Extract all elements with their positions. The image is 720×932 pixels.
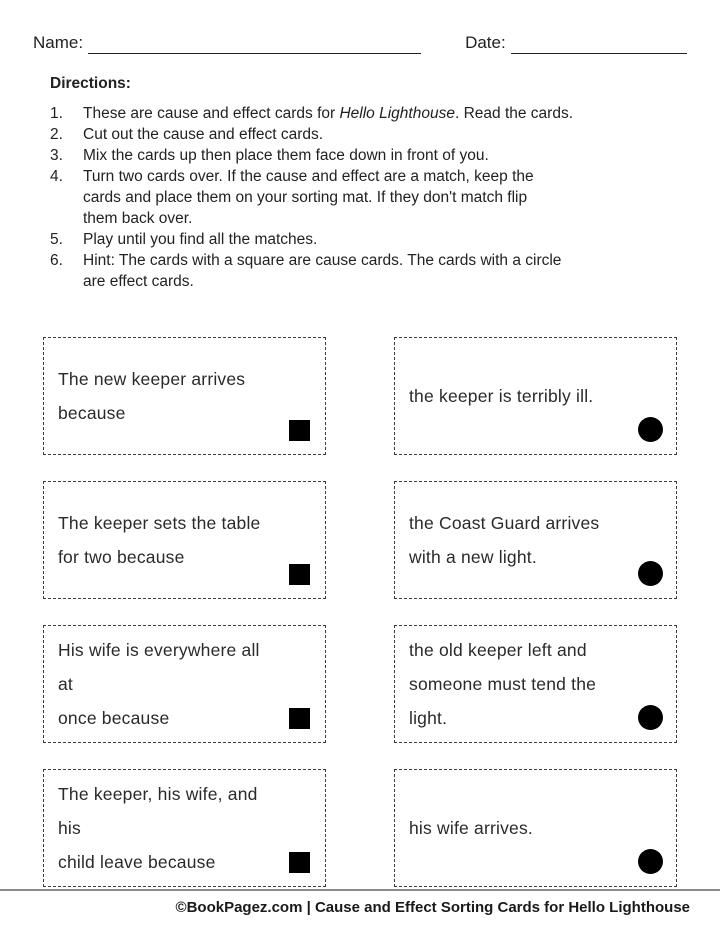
cause-square-icon — [289, 564, 310, 585]
cause-card-4 — [43, 769, 326, 887]
cause-square-icon — [289, 708, 310, 729]
book-title: Hello Lighthouse — [339, 105, 455, 122]
footer-credit-text: ©BookPagez.com | Cause and Effect Sorting Cards for Hello Lighthouse — [175, 899, 690, 916]
direction-number: 2. — [50, 126, 63, 143]
direction-number: 4. — [50, 168, 63, 185]
cards-grid — [43, 337, 677, 887]
direction-number: 3. — [50, 147, 63, 164]
card-text: his wife arrives. — [409, 818, 533, 838]
direction-text-pre: These are cause and effect cards for — [83, 105, 340, 122]
effect-circle-icon — [638, 849, 663, 874]
direction-text: Cut out the cause and effect cards. — [83, 126, 324, 143]
cause-square-icon — [289, 420, 310, 441]
card-text: the old keeper left and someone must tend the light. — [409, 640, 597, 728]
card-text: the keeper is terribly ill. — [409, 386, 594, 406]
date-blank-line — [511, 34, 687, 54]
direction-item-4 — [50, 166, 687, 229]
effect-card-2 — [394, 481, 677, 599]
name-blank-line — [88, 34, 421, 54]
cause-card-3 — [43, 625, 326, 743]
card-text: The keeper, his wife, and his child leave because — [58, 784, 258, 872]
date-label: Date: — [465, 33, 506, 52]
cause-square-icon — [289, 852, 310, 873]
direction-item-2 — [50, 124, 687, 145]
direction-text: Mix the cards up then place them face down in front of you. — [83, 147, 489, 164]
directions-section — [50, 73, 687, 292]
card-text: The new keeper arrives because — [58, 369, 246, 423]
card-text: His wife is everywhere all at once because — [58, 640, 260, 728]
card-text: The keeper sets the table for two because — [58, 513, 261, 567]
direction-item-5 — [50, 229, 687, 250]
direction-item-3 — [50, 145, 687, 166]
name-label: Name: — [33, 33, 84, 52]
direction-text: Hint: The cards with a square are cause cards. The cards with a circle are effect cards. — [83, 252, 562, 290]
effect-card-4 — [394, 769, 677, 887]
direction-item-6 — [50, 250, 687, 292]
direction-number: 1. — [50, 105, 63, 122]
direction-text-post: . Read the cards. — [454, 105, 574, 122]
effect-circle-icon — [638, 705, 663, 730]
name-date-row — [0, 0, 720, 54]
directions-title: Directions: — [50, 75, 131, 92]
page-footer — [0, 889, 720, 932]
direction-text: Play until you find all the matches. — [83, 231, 318, 248]
effect-circle-icon — [638, 561, 663, 586]
direction-item-1 — [50, 103, 687, 124]
cause-card-1 — [43, 337, 326, 455]
cause-card-2 — [43, 481, 326, 599]
effect-circle-icon — [638, 417, 663, 442]
direction-text — [83, 103, 573, 124]
direction-number: 5. — [50, 231, 63, 248]
direction-number: 6. — [50, 252, 63, 269]
effect-card-3 — [394, 625, 677, 743]
effect-card-1 — [394, 337, 677, 455]
card-text: the Coast Guard arrives with a new light. — [409, 513, 600, 567]
direction-text: Turn two cards over. If the cause and effect are a match, keep the cards and place them on your sorting mat. If they don't match flip them back over. — [83, 168, 534, 227]
